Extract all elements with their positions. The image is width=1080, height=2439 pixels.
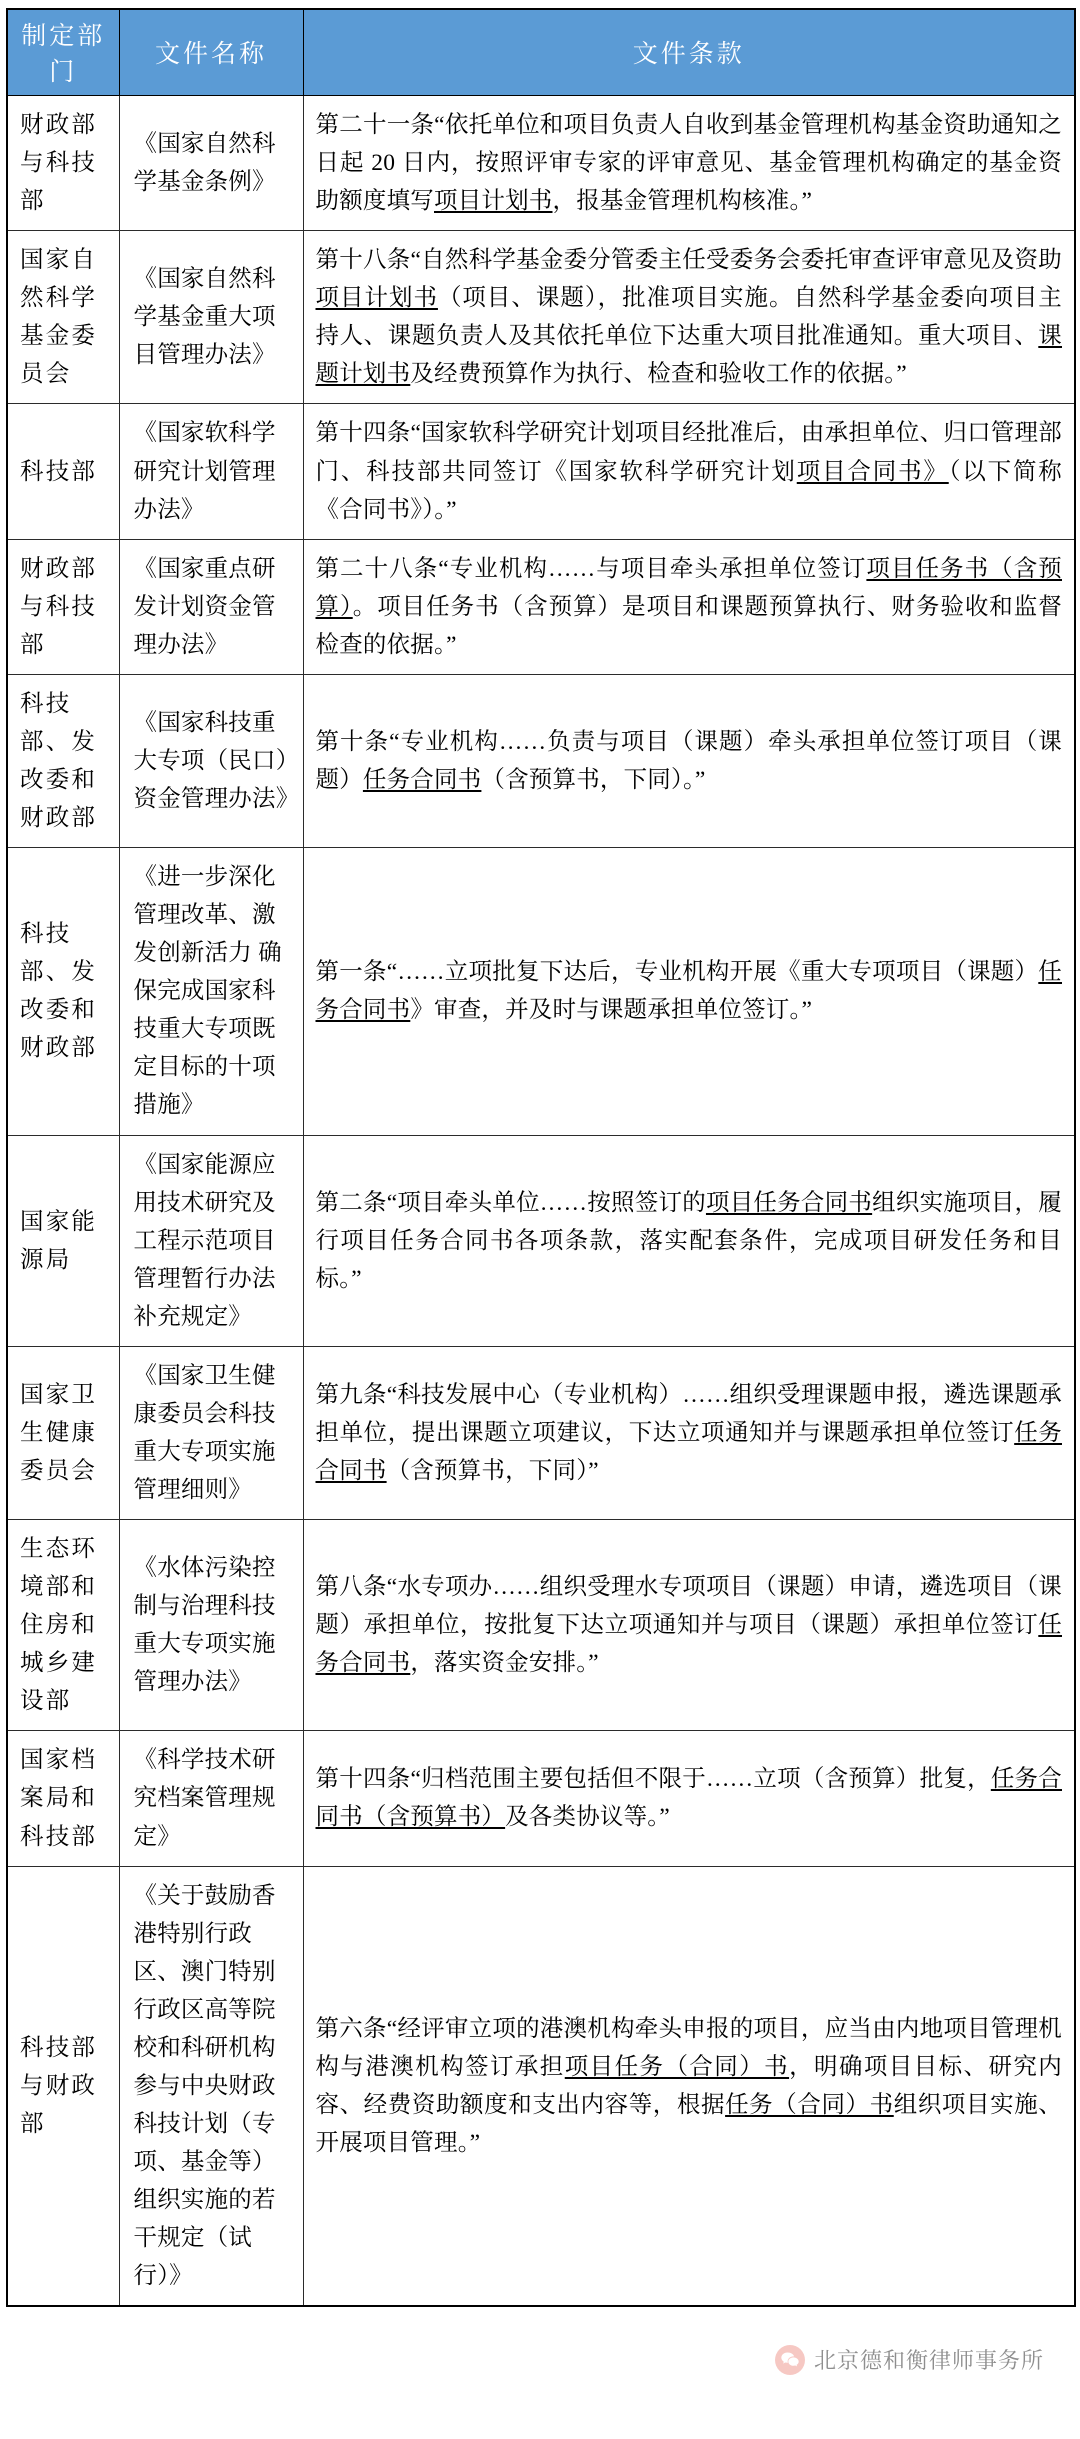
- clause-text: 及经费预算作为执行、检查和验收工作的依据。”: [410, 361, 907, 388]
- clause-highlight: 项目计划书: [315, 285, 438, 312]
- cell-department: 国家自然科学基金委员会: [7, 231, 119, 404]
- cell-clause: [303, 1731, 1075, 1866]
- clause-highlight: 课题计划书: [315, 323, 1062, 388]
- cell-document-name: 《国家自然科学基金条例》: [119, 96, 303, 231]
- cell-clause: [303, 1346, 1075, 1519]
- cell-document-name: 《国家能源应用技术研究及工程示范项目管理暂行办法补充规定》: [119, 1135, 303, 1346]
- clause-text: 第十八条“自然科学基金委分管委主任受委务会委托审查评审意见及资助: [315, 247, 1062, 274]
- clause-text: （项目、课题），批准项目实施。自然科学基金委向项目主持人、课题负责人及其依托单位下达重大项目批准通知。重大项目、: [315, 285, 1063, 350]
- table-header-row: [7, 9, 1075, 96]
- cell-document-name: 《国家自然科学基金重大项目管理办法》: [119, 231, 303, 404]
- cell-department: 财政部与科技部: [7, 96, 119, 231]
- column-header-department: 制定部门: [7, 9, 119, 96]
- clause-highlight: 项目任务书（含预算）: [315, 555, 1062, 620]
- clause-highlight: 项目任务合同书: [705, 1189, 873, 1216]
- table-row: [7, 1731, 1075, 1866]
- clause-highlight: 项目合同书》: [796, 458, 949, 485]
- clause-text: 组织项目实施、开展项目管理。”: [315, 2091, 1062, 2156]
- cell-clause: [303, 1866, 1075, 2306]
- clause-summary-table: [6, 8, 1076, 2307]
- clause-text: （含预算书，下同）”: [386, 1457, 599, 1484]
- table-row: [7, 1866, 1075, 2306]
- cell-department: 生态环境部和住房和城乡建设部: [7, 1520, 119, 1731]
- table-row: [7, 96, 1075, 231]
- table-row: [7, 674, 1075, 847]
- clause-text: 。项目任务书（含预算）是项目和课题预算执行、财务验收和监督检查的依据。”: [315, 593, 1062, 658]
- cell-document-name: 《国家重点研发计划资金管理办法》: [119, 539, 303, 674]
- clause-text: 第一条“……立项批复下达后，专业机构开展《重大专项项目（课题）: [315, 959, 1039, 986]
- clause-text: （含预算书，下同）。”: [481, 766, 706, 793]
- clause-text: 第六条“经评审立项的港澳机构牵头申报的项目，应当由内地项目管理机构与港澳机构签订承担: [315, 2015, 1062, 2080]
- clause-text: ，报基金管理机构核准。”: [552, 188, 813, 215]
- cell-document-name: 《关于鼓励香港特别行政区、澳门特别行政区高等院校和科研机构参与中央财政科技计划（专项、基金等）组织实施的若干规定（试行）》: [119, 1866, 303, 2306]
- clause-text: 第十四条“归档范围主要包括但不限于……立项（含预算）批复，: [315, 1766, 991, 1793]
- table-row: [7, 231, 1075, 404]
- table-row: [7, 1346, 1075, 1519]
- watermark: [775, 2344, 1044, 2375]
- clause-text: 》审查，并及时与课题承担单位签订。”: [410, 997, 813, 1024]
- cell-document-name: 《国家科技重大专项（民口）资金管理办法》: [119, 674, 303, 847]
- table-row: [7, 404, 1075, 539]
- cell-clause: [303, 674, 1075, 847]
- cell-document-name: 《科学技术研究档案管理规定》: [119, 1731, 303, 1866]
- clause-highlight: 任务（合同）书: [725, 2091, 894, 2118]
- clause-text: （以下简称《合同书》）。”: [315, 458, 1062, 523]
- cell-clause: [303, 231, 1075, 404]
- table-row: [7, 1520, 1075, 1731]
- column-header-document-name: 文件名称: [119, 9, 303, 96]
- clause-text: 第二十一条“依托单位和项目负责人自收到基金管理机构基金资助通知之日起 20 日内，按照评审专家的评审意见、基金管理机构确定的基金资助额度填写: [315, 112, 1062, 215]
- table-row: [7, 1135, 1075, 1346]
- clause-highlight: 项目任务（合同）书: [564, 2053, 790, 2080]
- clause-text: 第十条“专业机构……负责与项目（课题）牵头承担单位签订项目（课题）: [315, 728, 1062, 793]
- clause-text: 及各类协议等。”: [505, 1804, 670, 1831]
- cell-department: 财政部与科技部: [7, 539, 119, 674]
- clause-highlight: 任务合同书: [315, 1419, 1062, 1484]
- table-row: [7, 848, 1075, 1135]
- clause-highlight: 任务合同书（含预算书）: [315, 1766, 1062, 1831]
- cell-clause: [303, 848, 1075, 1135]
- clause-highlight: 任务合同书: [315, 1612, 1062, 1677]
- clause-highlight: 任务合同书: [315, 959, 1062, 1024]
- clause-text: 第八条“水专项办……组织受理水专项项目（课题）申请，遴选项目（课题）承担单位，按批复下达立项通知并与项目（课题）承担单位签订: [315, 1574, 1062, 1639]
- cell-clause: [303, 96, 1075, 231]
- cell-department: 科技部: [7, 404, 119, 539]
- table-row: [7, 539, 1075, 674]
- column-header-clause: 文件条款: [303, 9, 1075, 96]
- clause-highlight: 项目计划书: [434, 188, 553, 215]
- cell-document-name: 《国家软科学研究计划管理办法》: [119, 404, 303, 539]
- cell-department: 国家档案局和科技部: [7, 1731, 119, 1866]
- cell-clause: [303, 1520, 1075, 1731]
- wechat-icon: [775, 2345, 805, 2375]
- clause-text: ，明确项目目标、研究内容、经费资助额度和支出内容等，根据: [315, 2053, 1062, 2118]
- cell-department: 国家能源局: [7, 1135, 119, 1346]
- cell-document-name: 《国家卫生健康委员会科技重大专项实施管理细则》: [119, 1346, 303, 1519]
- cell-clause: [303, 1135, 1075, 1346]
- cell-document-name: 《进一步深化管理改革、激发创新活力 确保完成国家科技重大专项既定目标的十项措施》: [119, 848, 303, 1135]
- cell-department: 科技部、发改委和财政部: [7, 674, 119, 847]
- cell-clause: [303, 404, 1075, 539]
- cell-document-name: 《水体污染控制与治理科技重大专项实施管理办法》: [119, 1520, 303, 1731]
- cell-department: 科技部、发改委和财政部: [7, 848, 119, 1135]
- cell-department: 科技部与财政部: [7, 1866, 119, 2306]
- clause-text: 第二十八条“专业机构……与项目牵头承担单位签订: [315, 555, 867, 582]
- cell-clause: [303, 539, 1075, 674]
- clause-text: 第九条“科技发展中心（专业机构）……组织受理课题申报，遴选课题承担单位，提出课题立项建议，下达立项通知并与课题承担单位签订: [315, 1381, 1062, 1446]
- clause-text: 第十四条“国家软科学研究计划项目经批准后，由承担单位、归口管理部门、科技部共同签订《国家软科学研究计划: [315, 420, 1062, 485]
- table-body: [7, 96, 1075, 2307]
- clause-text: ，落实资金安排。”: [410, 1650, 599, 1677]
- clause-highlight: 任务合同书: [362, 766, 482, 793]
- cell-department: 国家卫生健康委员会: [7, 1346, 119, 1519]
- clause-text: 组织实施项目，履行项目任务合同书各项条款，落实配套条件，完成项目研发任务和目标。”: [315, 1189, 1062, 1292]
- table-header: [7, 9, 1075, 96]
- clause-text: 第二条“项目牵头单位……按照签订的: [315, 1189, 706, 1216]
- watermark-text: 北京德和衡律师事务所: [813, 2348, 1044, 2373]
